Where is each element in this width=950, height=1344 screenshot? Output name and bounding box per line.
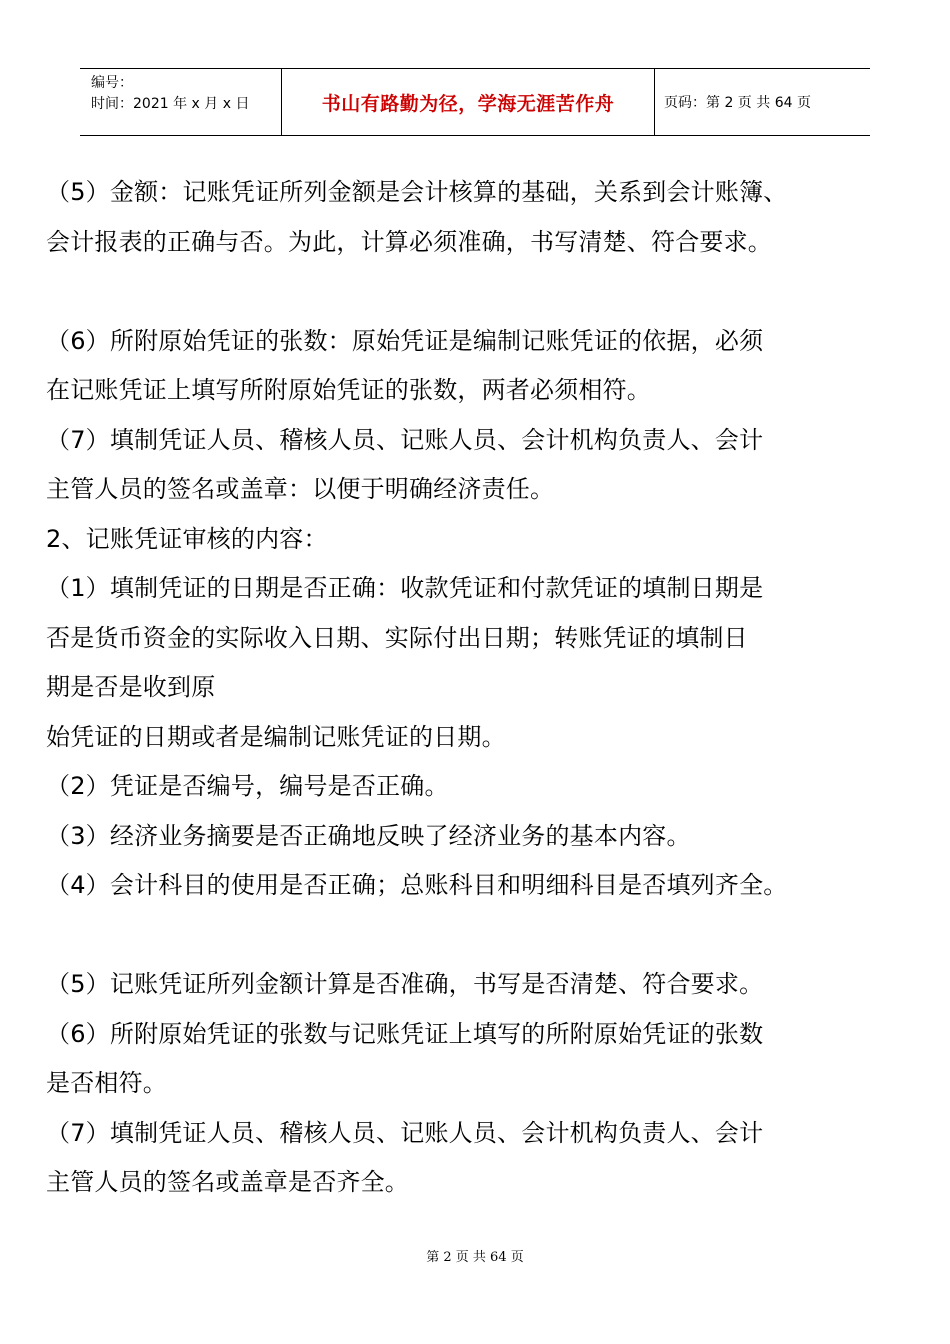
text-line: （6）所附原始凭证的张数：原始凭证是编制记账凭证的依据，必须 <box>46 326 764 355</box>
motto-text: 书山有路勤为径，学海无涯苦作舟 <box>321 92 615 115</box>
document-time-label: 时间：2021 年 x 月 x 日 <box>91 96 250 112</box>
text-line: （4）会计科目的使用是否正确；总账科目和明细科目是否填列齐全。 <box>46 871 788 899</box>
text-line: （2）凭证是否编号，编号是否正确。 <box>46 772 449 800</box>
text-line: （7）填制凭证人员、稽核人员、记账人员、会计机构负责人、会计 <box>46 425 764 454</box>
text-line: 主管人员的签名或盖章：以便于明确经济责任。 <box>46 475 555 503</box>
text-line: 是否相符。 <box>46 1069 167 1097</box>
header-page-cell <box>655 69 870 135</box>
document-body <box>46 168 926 1208</box>
text-line: 在记账凭证上填写所附原始凭证的张数，两者必须相符。 <box>46 376 651 404</box>
page-info: 页码：第 2 页 共 64 页 <box>664 95 811 111</box>
text-line: 始凭证的日期或者是编制记账凭证的日期。 <box>46 722 506 751</box>
page-footer: 第 2 页 共 64 页 <box>426 1250 524 1265</box>
text-line: （5）记账凭证所列金额计算是否准确，书写是否清楚、符合要求。 <box>46 970 764 998</box>
blank-line <box>46 267 926 317</box>
text-line: （6）所附原始凭证的张数与记账凭证上填写的所附原始凭证的张数 <box>46 1019 764 1048</box>
blank-line <box>46 911 926 961</box>
header-motto-cell <box>282 69 655 135</box>
text-line: 2、记账凭证审核的内容： <box>46 524 328 553</box>
header-meta-cell <box>80 69 282 135</box>
text-line: 会计报表的正确与否。为此，计算必须准确，书写清楚、符合要求。 <box>46 227 772 256</box>
text-line: （3）经济业务摘要是否正确地反映了经济业务的基本内容。 <box>46 821 691 850</box>
document-number-label: 编号： <box>91 75 133 91</box>
text-line: （1）填制凭证的日期是否正确：收款凭证和付款凭证的填制日期是 <box>46 574 764 602</box>
text-line: （5）金额：记账凭证所列金额是会计核算的基础，关系到会计账簿、 <box>46 178 788 206</box>
header-table <box>80 68 870 136</box>
text-line: 期是否是收到原 <box>46 673 216 701</box>
text-line: （7）填制凭证人员、稽核人员、记账人员、会计机构负责人、会计 <box>46 1118 764 1147</box>
text-line: 主管人员的签名或盖章是否齐全。 <box>46 1168 409 1196</box>
text-line: 否是货币资金的实际收入日期、实际付出日期；转账凭证的填制日 <box>46 623 748 652</box>
